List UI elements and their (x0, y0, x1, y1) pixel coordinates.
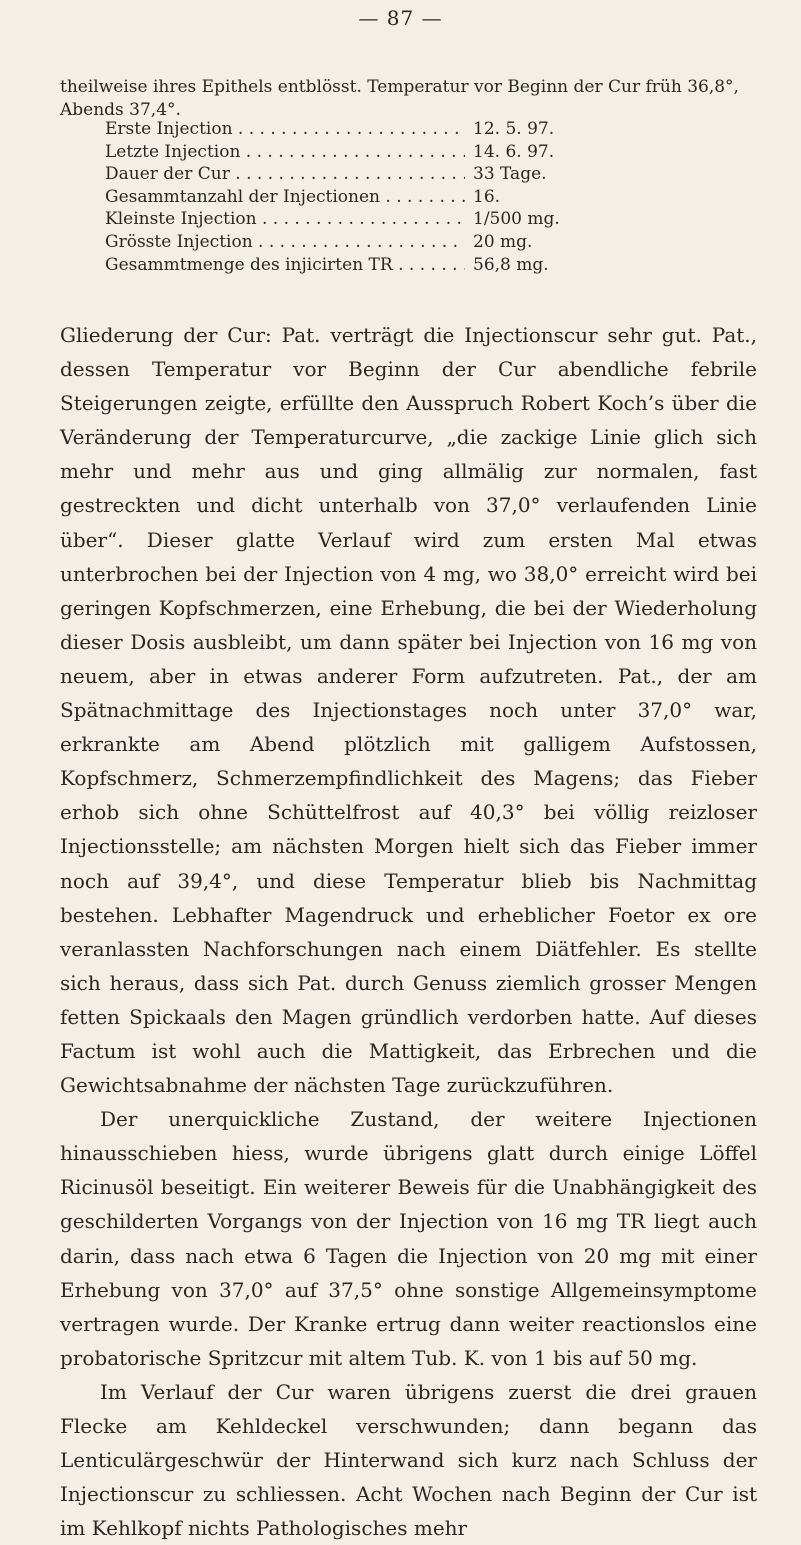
row-label: Gesammtanzahl der Injectionen . . . (105, 186, 465, 209)
row-value: 56,8 mg. (465, 254, 725, 277)
table-row (105, 254, 725, 277)
row-label: Erste Injection . . . (105, 118, 465, 141)
table-row (105, 186, 725, 209)
row-label: Letzte Injection . . . (105, 141, 465, 164)
row-value: 14. 6. 97. (465, 141, 725, 164)
row-value: 33 Tage. (465, 163, 725, 186)
table-row (105, 141, 725, 164)
row-label: Grösste Injection . . . (105, 231, 465, 254)
row-value: 1/500 mg. (465, 208, 725, 231)
paragraph: Der unerquickliche Zustand, der weitere Injectionen hinausschieben hiess, wurde übrigens glatt durch einige Löffel Ricinusöl beseitigt. Ein weiterer Beweis für die Unabhängigkeit des geschilderten Vorgangs von der Injection von 16 mg TR liegt auch darin, dass nach etwa 6 Tagen die Injection von 20 mg mit einer Erhebung von 37,0° auf 37,5° ohne sonstige Allgemeinsymptome vertragen wurde. Der Kranke ertrug dann weiter reactionslos eine probatorische Spritzcur mit altem Tub. K. von 1 bis auf 50 mg. (60, 1107, 757, 1370)
row-label: Dauer der Cur . . . (105, 163, 465, 186)
row-label: Kleinste Injection . . . (105, 208, 465, 231)
row-value: 12. 5. 97. (465, 118, 725, 141)
table-row (105, 118, 725, 141)
row-label: Gesammtmenge des injicirten TR . . . (105, 254, 465, 277)
table-row (105, 231, 725, 254)
paragraph: Gliederung der Cur: Pat. verträgt die Injectionscur sehr gut. Pat., dessen Temperatur vor Beginn der Cur abendliche febrile Steigerungen zeigte, erfüllte den Ausspruch Robert Koch’s über die Veränderung der Temperaturcurve, „die zackige Linie glich sich mehr und mehr aus und ging allmälig zur normalen, fast gestreckten und dicht unterhalb von 37,0° verlaufenden Linie über“. Dieser glatte Verlauf wird zum ersten Mal etwas unterbrochen bei der Injection von 4 mg, wo 38,0° erreicht wird bei geringen Kopfschmerzen, eine Erhebung, die bei der Wiederholung dieser Dosis ausbleibt, um dann später bei Injection von 16 mg von neuem, aber in etwas anderer Form aufzutreten. Pat., der am Spätnachmittage des Injectionstages noch unter 37,0° war, erkrankte am Abend plötzlich mit galligem Aufstossen, Kopfschmerz, Schmerzempfindlichkeit des Magens; das Fieber erhob sich ohne Schüttelfrost auf 40,3° bei völlig reizloser Injectionsstelle; am nächsten Morgen hielt sich das Fieber immer noch auf 39,4°, und diese Temperatur blieb bis Nachmittag bestehen. Lebhafter Magendruck und erheblicher Foetor ex ore veranlassten Nachforschungen nach einem Diätfehler. Es stellte sich heraus, dass sich Pat. durch Genuss ziemlich grosser Mengen fetten Spickaals den Magen gründlich verdorben hatte. Auf dieses Factum ist wohl auch die Mattigkeit, das Erbrechen und die Gewichtsabnahme der nächsten Tage zurückzuführen. (60, 323, 757, 1098)
table-row (105, 163, 725, 186)
paragraph: Im Verlauf der Cur waren übrigens zuerst die drei grauen Flecke am Kehldeckel verschwunden; dann begann das Lenticulärgeschwür der Hinterwand sich kurz nach Schluss der Injectionscur zu schliessen. Acht Wochen nach Beginn der Cur ist im Kehlkopf nichts Pathologisches mehr (60, 1379, 757, 1541)
body-text (60, 318, 757, 1545)
page-number: — 87 — (358, 6, 443, 30)
intro-text: theilweise ihres Epithels entblösst. Temperatur vor Beginn der Cur früh 36,8°, Abends 37,4°. (60, 77, 739, 120)
row-value: 16. (465, 186, 725, 209)
table-row (105, 208, 725, 231)
injection-summary-table (105, 118, 725, 276)
row-value: 20 mg. (465, 231, 725, 254)
